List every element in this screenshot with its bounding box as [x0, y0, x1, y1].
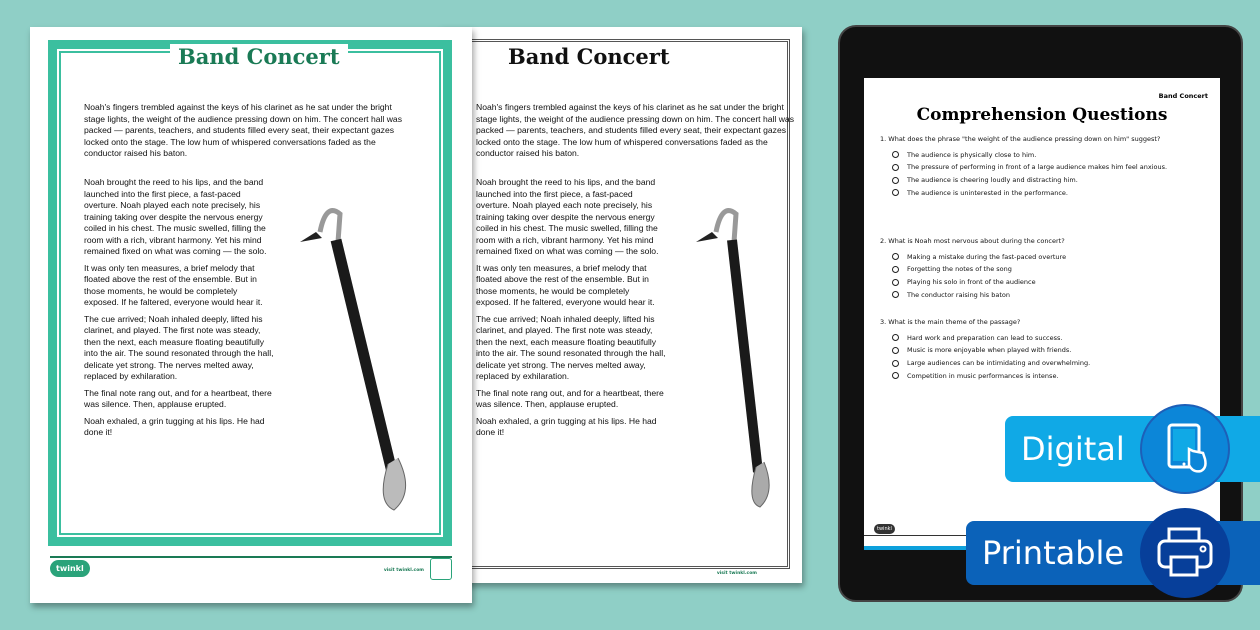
footer-link[interactable]: visit twinkl.com: [716, 571, 757, 576]
option-text: Large audiences can be intimidating and overwhelming.: [907, 359, 1091, 368]
paragraph: Noah exhaled, a grin tugging at his lips. He had done it!: [84, 415, 265, 437]
paragraph: It was only ten measures, a brief melody that floated above the rest of the ensemble. But in those moments, he would be completely exposed. If he faltered, everyone would hear it.: [84, 262, 263, 307]
radio-button[interactable]: [892, 279, 899, 286]
answer-option[interactable]: [892, 252, 1066, 261]
answer-option[interactable]: [892, 176, 1167, 185]
question-2: [880, 237, 1066, 303]
printer-icon: [1140, 508, 1230, 598]
answer-option[interactable]: [892, 371, 1090, 380]
radio-button[interactable]: [892, 177, 899, 184]
option-text: Hard work and preparation can lead to success.: [907, 333, 1063, 342]
radio-button[interactable]: [892, 266, 899, 273]
radio-button[interactable]: [892, 151, 899, 158]
paragraph: The cue arrived; Noah inhaled deeply, lifted his clarinet, and played. The first note was steady, then the next, each measure floating beautifully into the air. The sound resonated through the hall, delicate yet strong. The nerves melted away, replaced by exhilaration.: [476, 313, 666, 381]
question-text: 2. What is Noah most nervous about during the concert?: [880, 237, 1065, 245]
paragraph: The final note rang out, and for a heartbeat, there was silence. Then, applause erupted.: [476, 387, 664, 409]
question-3: [880, 318, 1090, 384]
answer-option[interactable]: [892, 265, 1066, 274]
answer-option[interactable]: [892, 333, 1090, 342]
worksheet-title: Band Concert: [170, 44, 348, 69]
option-text: The pressure of performing in front of a large audience makes him feel anxious.: [907, 163, 1168, 172]
paragraph: Noah's fingers trembled against the keys of his clarinet as he sat under the bright stage lights, the weight of the audience pressing down on him. The concert hall was packed — parents, teachers, and students filled every seat, their expectant gazes locked onto the stage. The low hum of whispered conversations faded as the conductor raised his baton.: [476, 102, 794, 158]
radio-button[interactable]: [892, 372, 899, 379]
answer-option[interactable]: [892, 150, 1167, 159]
story-text: [476, 102, 796, 165]
digital-text: Digital: [1021, 430, 1125, 468]
twinkl-logo: twinkl: [50, 560, 90, 577]
printable-text: Printable: [982, 534, 1125, 572]
footer-divider: [50, 556, 452, 558]
radio-button[interactable]: [892, 347, 899, 354]
paragraph: It was only ten measures, a brief melody that floated above the rest of the ensemble. But in those moments, he would be completely exposed. If he faltered, everyone would hear it.: [476, 262, 655, 307]
answer-option[interactable]: [892, 290, 1066, 299]
option-text: Playing his solo in front of the audience: [907, 278, 1036, 287]
clarinet-image: [676, 192, 771, 512]
paragraph: Noah brought the reed to his lips, and the band launched into the first piece, a fast-paced overture. Noah played each note precisely, his training taking over despite the nervous energy coiled in his chest. The music swelled, filling the room with a rich, vibrant harmony. Yet his mind remained fixed on what was coming — the solo.: [84, 177, 267, 256]
paragraph: Noah brought the reed to his lips, and the band launched into the first piece, a fast-paced overture. Noah played each note precisely, his training taking over despite the nervous energy coiled in his chest. The music swelled, filling the room with a rich, vibrant harmony. Yet his mind remained fixed on what was coming — the solo.: [476, 177, 659, 256]
quality-badge-icon: [430, 558, 452, 580]
option-text: Music is more enjoyable when played with friends.: [907, 346, 1072, 355]
answer-option[interactable]: [892, 163, 1167, 172]
radio-button[interactable]: [892, 291, 899, 298]
option-text: Competition in music performances is intense.: [907, 371, 1059, 380]
footer-link[interactable]: visit twinkl.com: [383, 568, 424, 573]
paragraph: Noah's fingers trembled against the keys of his clarinet as he sat under the bright stage lights, the weight of the audience pressing down on him. The concert hall was packed — parents, teachers, and students filled every seat, their expectant gazes locked onto the stage. The low hum of whispered conversations faded as the conductor raised his baton.: [84, 102, 402, 158]
answer-option[interactable]: [892, 188, 1167, 197]
story-text-narrow: [84, 177, 274, 444]
answer-option[interactable]: [892, 346, 1090, 355]
radio-button[interactable]: [892, 360, 899, 367]
paragraph: Noah exhaled, a grin tugging at his lips. He had done it!: [476, 415, 657, 437]
sheet-title: Comprehension Questions: [916, 105, 1168, 125]
option-text: The conductor raising his baton: [907, 290, 1011, 299]
question-1: [880, 135, 1167, 201]
story-text-narrow: [476, 177, 666, 444]
radio-button[interactable]: [892, 334, 899, 341]
question-text: 1. What does the phrase "the weight of the audience pressing down on him" suggest?: [880, 135, 1161, 143]
printable-bw-worksheet: [440, 27, 802, 583]
paragraph: The final note rang out, and for a heartbeat, there was silence. Then, applause erupted.: [84, 387, 272, 409]
option-text: The audience is physically close to him.: [907, 150, 1037, 159]
radio-button[interactable]: [892, 253, 899, 260]
answer-option[interactable]: [892, 359, 1090, 368]
color-worksheet-page: [30, 27, 472, 603]
clarinet-image: [280, 192, 445, 512]
answer-option[interactable]: [892, 278, 1066, 287]
sheet-header: Band Concert: [1158, 92, 1208, 100]
twinkl-logo: twinkl: [874, 524, 895, 534]
worksheet-title: Band Concert: [500, 44, 678, 69]
radio-button[interactable]: [892, 189, 899, 196]
story-text: [84, 102, 404, 165]
question-text: 3. What is the main theme of the passage?: [880, 318, 1021, 326]
option-text: The audience is uninterested in the performance.: [907, 188, 1068, 197]
option-text: Forgetting the notes of the song: [907, 265, 1012, 274]
option-text: The audience is cheering loudly and distracting him.: [907, 176, 1078, 185]
radio-button[interactable]: [892, 164, 899, 171]
tablet-touch-icon: [1140, 404, 1230, 494]
paragraph: The cue arrived; Noah inhaled deeply, lifted his clarinet, and played. The first note was steady, then the next, each measure floating beautifully into the air. The sound resonated through the hall, delicate yet strong. The nerves melted away, replaced by exhilaration.: [84, 313, 274, 381]
option-text: Making a mistake during the fast-paced overture: [907, 252, 1067, 261]
